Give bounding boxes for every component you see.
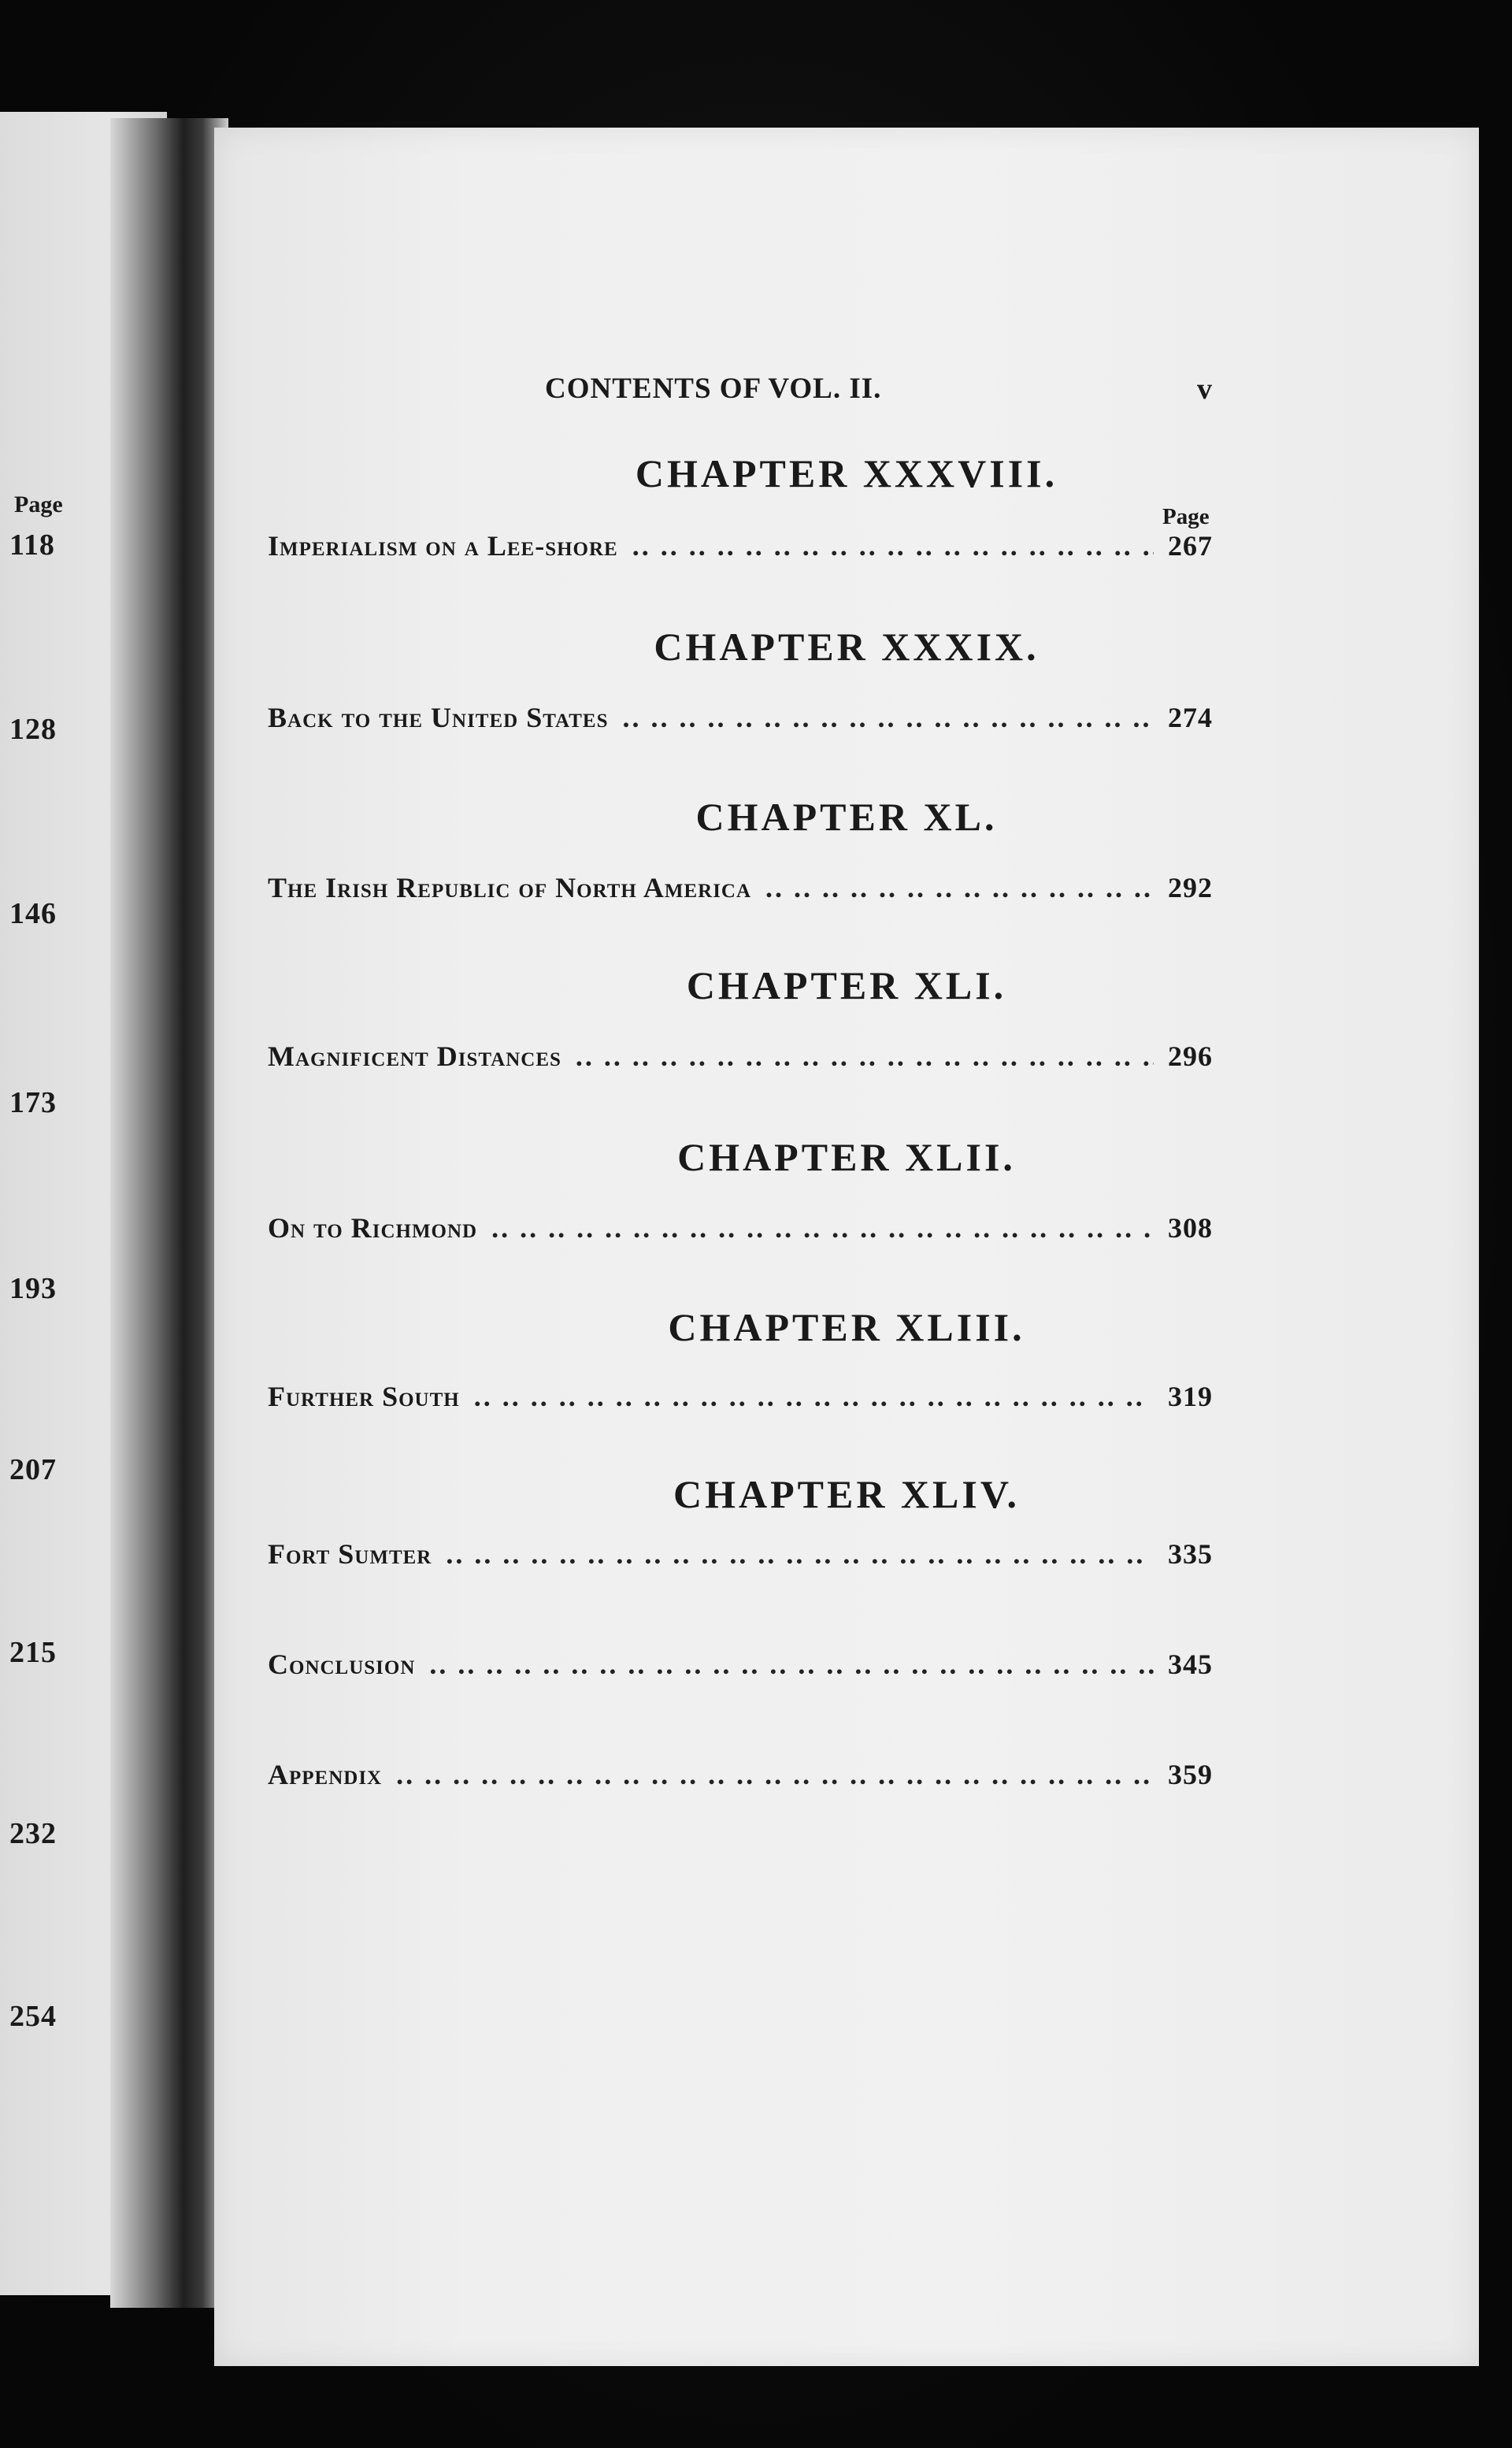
- entry-title: Fort Sumter: [268, 1538, 432, 1570]
- dot-leader: [446, 1537, 1154, 1571]
- left-page-number: 207: [9, 1453, 57, 1486]
- toc-entry[interactable]: [268, 1211, 1213, 1256]
- entry-page: 359: [1168, 1759, 1213, 1790]
- entry-page: 335: [1168, 1538, 1213, 1570]
- toc-entry[interactable]: [268, 1537, 1213, 1582]
- toc-entry[interactable]: [268, 871, 1213, 915]
- left-page-number: 173: [9, 1086, 57, 1119]
- left-page-number: 193: [9, 1272, 57, 1305]
- dot-leader: [429, 1648, 1154, 1681]
- entry-page: 296: [1168, 1040, 1213, 1072]
- page-column-label: Page: [1162, 504, 1210, 529]
- dot-leader: [576, 1040, 1154, 1073]
- entry-page: 345: [1168, 1649, 1213, 1680]
- left-page-number: 254: [9, 2000, 57, 2033]
- dot-leader: [765, 871, 1154, 904]
- toc-entry[interactable]: [268, 1040, 1213, 1084]
- entry-title: Magnificent Distances: [268, 1040, 561, 1072]
- toc-entry[interactable]: [268, 1758, 1213, 1802]
- dot-leader: [632, 529, 1154, 562]
- entry-title: Back to the United States: [268, 702, 609, 733]
- toc-entry[interactable]: [268, 1648, 1213, 1692]
- chapter-heading: CHAPTER XLII.: [677, 1135, 1016, 1179]
- chapter-heading: CHAPTER XLIV.: [673, 1472, 1021, 1516]
- left-page-number: 118: [9, 529, 55, 562]
- toc-entry[interactable]: [268, 701, 1213, 745]
- left-page-number: 215: [9, 1636, 57, 1669]
- chapter-heading: CHAPTER XXXVIII.: [635, 451, 1058, 495]
- chapter-heading: CHAPTER XLI.: [686, 963, 1007, 1007]
- contents-page: [214, 128, 1479, 2366]
- page-number: v: [1197, 373, 1212, 406]
- left-page-number: 232: [9, 1817, 57, 1850]
- toc-entry[interactable]: [268, 529, 1213, 573]
- dot-leader: [623, 701, 1154, 734]
- entry-title: Conclusion: [268, 1649, 416, 1680]
- dot-leader: [474, 1380, 1154, 1413]
- entry-page: 274: [1168, 702, 1213, 733]
- left-page-number: 128: [9, 713, 57, 746]
- entry-title: On to Richmond: [268, 1212, 478, 1244]
- chapter-heading: CHAPTER XL.: [695, 795, 998, 839]
- toc-entry[interactable]: [268, 1380, 1213, 1424]
- running-title: CONTENTS OF VOL. II.: [545, 373, 882, 405]
- dot-leader: [491, 1211, 1154, 1244]
- entry-title: Appendix: [268, 1759, 383, 1790]
- chapter-heading: CHAPTER XLIII.: [668, 1305, 1025, 1349]
- entry-title: Imperialism on a Lee-shore: [268, 530, 618, 562]
- dot-leader: [396, 1758, 1154, 1791]
- chapter-heading: CHAPTER XXXIX.: [654, 625, 1040, 669]
- entry-title: The Irish Republic of North America: [268, 872, 752, 903]
- entry-title: Further South: [268, 1381, 460, 1412]
- entry-page: 292: [1168, 872, 1213, 903]
- left-page-number: 146: [9, 897, 57, 930]
- entry-page: 319: [1168, 1381, 1213, 1412]
- entry-page: 267: [1168, 530, 1213, 562]
- book-gutter: [110, 118, 228, 2308]
- entry-page: 308: [1168, 1212, 1213, 1244]
- left-page-label: Page: [14, 491, 63, 517]
